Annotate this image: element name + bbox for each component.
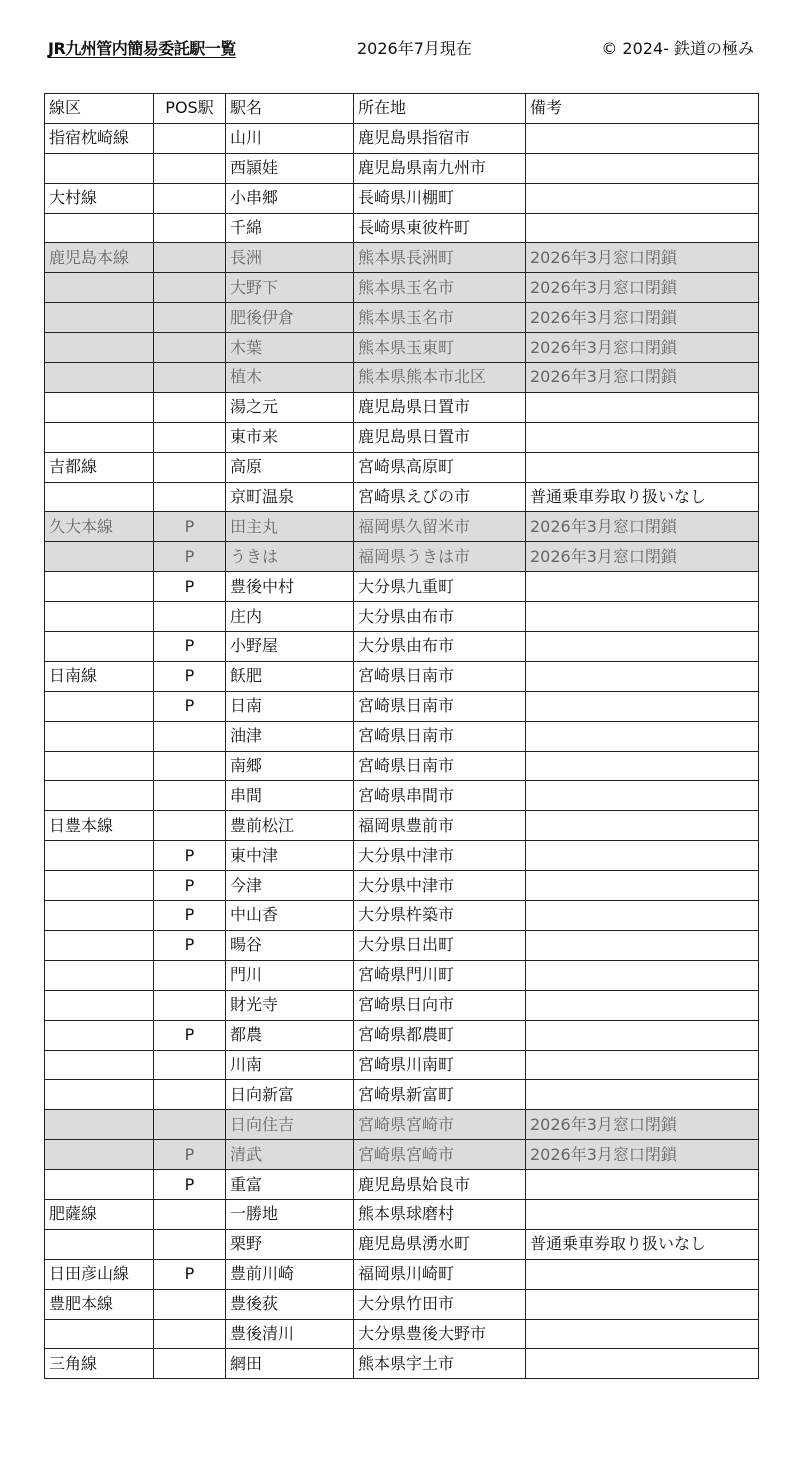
table-row bbox=[45, 841, 759, 871]
station-name-cell: 東市来 bbox=[226, 422, 354, 452]
location-cell: 宮崎県日南市 bbox=[354, 751, 526, 781]
station-name-cell: 今津 bbox=[226, 871, 354, 901]
line-cell bbox=[45, 930, 154, 960]
line-cell bbox=[45, 632, 154, 662]
line-cell bbox=[45, 392, 154, 422]
station-name-cell: 都農 bbox=[226, 1020, 354, 1050]
note-cell bbox=[526, 1319, 759, 1349]
pos-cell: P bbox=[154, 841, 226, 871]
column-header-note: 備考 bbox=[526, 94, 759, 124]
line-cell: 久大本線 bbox=[45, 512, 154, 542]
note-cell: 2026年3月窓口閉鎖 bbox=[526, 273, 759, 303]
location-cell: 鹿児島県指宿市 bbox=[354, 123, 526, 153]
note-cell bbox=[526, 1170, 759, 1200]
pos-cell bbox=[154, 1349, 226, 1379]
note-cell bbox=[526, 1259, 759, 1289]
copyright-notice: © 2024- 鉄道の極み bbox=[601, 39, 754, 58]
pos-cell bbox=[154, 333, 226, 363]
station-name-cell: 豊後荻 bbox=[226, 1289, 354, 1319]
note-cell: 普通乗車券取り扱いなし bbox=[526, 1229, 759, 1259]
station-name-cell: 長洲 bbox=[226, 243, 354, 273]
table-row bbox=[45, 512, 759, 542]
table-row bbox=[45, 901, 759, 931]
table-row bbox=[45, 1259, 759, 1289]
line-cell bbox=[45, 542, 154, 572]
table-row bbox=[45, 153, 759, 183]
pos-cell bbox=[154, 213, 226, 243]
table-row bbox=[45, 691, 759, 721]
table-row bbox=[45, 333, 759, 363]
location-cell: 宮崎県日南市 bbox=[354, 661, 526, 691]
station-name-cell: 湯之元 bbox=[226, 392, 354, 422]
table-row bbox=[45, 990, 759, 1020]
table-row bbox=[45, 632, 759, 662]
location-cell: 宮崎県高原町 bbox=[354, 452, 526, 482]
line-cell bbox=[45, 990, 154, 1020]
line-cell: 三角線 bbox=[45, 1349, 154, 1379]
station-name-cell: 日向新富 bbox=[226, 1080, 354, 1110]
pos-cell bbox=[154, 422, 226, 452]
table-row bbox=[45, 273, 759, 303]
location-cell: 鹿児島県日置市 bbox=[354, 392, 526, 422]
station-name-cell: 日南 bbox=[226, 691, 354, 721]
location-cell: 熊本県玉名市 bbox=[354, 273, 526, 303]
note-cell bbox=[526, 153, 759, 183]
location-cell: 大分県九重町 bbox=[354, 572, 526, 602]
pos-cell: P bbox=[154, 632, 226, 662]
line-cell: 鹿児島本線 bbox=[45, 243, 154, 273]
line-cell bbox=[45, 572, 154, 602]
pos-cell: P bbox=[154, 661, 226, 691]
table-row bbox=[45, 452, 759, 482]
line-cell bbox=[45, 1050, 154, 1080]
line-cell bbox=[45, 1140, 154, 1170]
table-row bbox=[45, 123, 759, 153]
table-row bbox=[45, 363, 759, 393]
line-cell bbox=[45, 153, 154, 183]
pos-cell: P bbox=[154, 901, 226, 931]
location-cell: 鹿児島県南九州市 bbox=[354, 153, 526, 183]
note-cell bbox=[526, 841, 759, 871]
table-row bbox=[45, 960, 759, 990]
table-row bbox=[45, 1020, 759, 1050]
line-cell bbox=[45, 871, 154, 901]
station-name-cell: 山川 bbox=[226, 123, 354, 153]
station-name-cell: 串間 bbox=[226, 781, 354, 811]
location-cell: 鹿児島県湧水町 bbox=[354, 1229, 526, 1259]
location-cell: 宮崎県宮崎市 bbox=[354, 1140, 526, 1170]
document-header bbox=[0, 0, 800, 90]
note-cell bbox=[526, 1199, 759, 1229]
location-cell: 大分県中津市 bbox=[354, 841, 526, 871]
location-cell: 長崎県東彼杵町 bbox=[354, 213, 526, 243]
note-cell bbox=[526, 1349, 759, 1379]
pos-cell bbox=[154, 751, 226, 781]
location-cell: 宮崎県川南町 bbox=[354, 1050, 526, 1080]
pos-cell bbox=[154, 1050, 226, 1080]
column-header-location: 所在地 bbox=[354, 94, 526, 124]
pos-cell bbox=[154, 273, 226, 303]
note-cell bbox=[526, 602, 759, 632]
pos-cell bbox=[154, 452, 226, 482]
line-cell bbox=[45, 273, 154, 303]
note-cell bbox=[526, 452, 759, 482]
table-row bbox=[45, 1319, 759, 1349]
table-row bbox=[45, 542, 759, 572]
table-row bbox=[45, 183, 759, 213]
note-cell bbox=[526, 1289, 759, 1319]
location-cell: 長崎県川棚町 bbox=[354, 183, 526, 213]
note-cell bbox=[526, 781, 759, 811]
pos-cell bbox=[154, 781, 226, 811]
line-cell bbox=[45, 1020, 154, 1050]
pos-cell bbox=[154, 123, 226, 153]
station-name-cell: 肥後伊倉 bbox=[226, 303, 354, 333]
line-cell bbox=[45, 422, 154, 452]
location-cell: 熊本県球磨村 bbox=[354, 1199, 526, 1229]
note-cell bbox=[526, 721, 759, 751]
location-cell: 熊本県長洲町 bbox=[354, 243, 526, 273]
note-cell bbox=[526, 691, 759, 721]
pos-cell: P bbox=[154, 572, 226, 602]
note-cell bbox=[526, 572, 759, 602]
pos-cell: P bbox=[154, 512, 226, 542]
station-name-cell: 栗野 bbox=[226, 1229, 354, 1259]
note-cell bbox=[526, 960, 759, 990]
line-cell: 日豊本線 bbox=[45, 811, 154, 841]
station-name-cell: 南郷 bbox=[226, 751, 354, 781]
as-of-date: 2026年7月現在 bbox=[357, 39, 472, 58]
note-cell bbox=[526, 422, 759, 452]
note-cell bbox=[526, 811, 759, 841]
location-cell: 宮崎県日南市 bbox=[354, 691, 526, 721]
note-cell bbox=[526, 990, 759, 1020]
station-name-cell: 西頴娃 bbox=[226, 153, 354, 183]
table-row bbox=[45, 751, 759, 781]
pos-cell bbox=[154, 1199, 226, 1229]
station-rows bbox=[45, 123, 759, 1378]
station-name-cell: 中山香 bbox=[226, 901, 354, 931]
station-name-cell: 京町温泉 bbox=[226, 482, 354, 512]
pos-cell: P bbox=[154, 930, 226, 960]
line-cell bbox=[45, 303, 154, 333]
line-cell bbox=[45, 213, 154, 243]
line-cell: 指宿枕崎線 bbox=[45, 123, 154, 153]
station-name-cell: 豊前川崎 bbox=[226, 1259, 354, 1289]
station-name-cell: 植木 bbox=[226, 363, 354, 393]
station-name-cell: 木葉 bbox=[226, 333, 354, 363]
station-table bbox=[44, 93, 759, 1379]
line-cell: 日田彦山線 bbox=[45, 1259, 154, 1289]
station-name-cell: 豊後中村 bbox=[226, 572, 354, 602]
location-cell: 宮崎県宮崎市 bbox=[354, 1110, 526, 1140]
pos-cell bbox=[154, 363, 226, 393]
note-cell: 2026年3月窓口閉鎖 bbox=[526, 333, 759, 363]
line-cell bbox=[45, 721, 154, 751]
table-row bbox=[45, 1199, 759, 1229]
location-cell: 鹿児島県姶良市 bbox=[354, 1170, 526, 1200]
location-cell: 大分県日出町 bbox=[354, 930, 526, 960]
pos-cell bbox=[154, 243, 226, 273]
table-row bbox=[45, 482, 759, 512]
table-row bbox=[45, 721, 759, 751]
table-row bbox=[45, 572, 759, 602]
note-cell bbox=[526, 930, 759, 960]
pos-cell: P bbox=[154, 1259, 226, 1289]
table-row bbox=[45, 1050, 759, 1080]
line-cell bbox=[45, 333, 154, 363]
note-cell: 2026年3月窓口閉鎖 bbox=[526, 542, 759, 572]
line-cell: 豊肥本線 bbox=[45, 1289, 154, 1319]
line-cell bbox=[45, 691, 154, 721]
note-cell: 2026年3月窓口閉鎖 bbox=[526, 363, 759, 393]
location-cell: 熊本県玉東町 bbox=[354, 333, 526, 363]
table-row bbox=[45, 1289, 759, 1319]
pos-cell: P bbox=[154, 871, 226, 901]
pos-cell bbox=[154, 1229, 226, 1259]
location-cell: 鹿児島県日置市 bbox=[354, 422, 526, 452]
location-cell: 福岡県うきは市 bbox=[354, 542, 526, 572]
line-cell bbox=[45, 363, 154, 393]
note-cell bbox=[526, 1080, 759, 1110]
location-cell: 宮崎県えびの市 bbox=[354, 482, 526, 512]
table-row bbox=[45, 871, 759, 901]
table-row bbox=[45, 303, 759, 333]
location-cell: 宮崎県門川町 bbox=[354, 960, 526, 990]
pos-cell: P bbox=[154, 691, 226, 721]
pos-cell bbox=[154, 482, 226, 512]
line-cell bbox=[45, 1170, 154, 1200]
station-name-cell: 豊前松江 bbox=[226, 811, 354, 841]
note-cell bbox=[526, 123, 759, 153]
pos-cell bbox=[154, 1080, 226, 1110]
location-cell: 熊本県宇土市 bbox=[354, 1349, 526, 1379]
table-row bbox=[45, 930, 759, 960]
pos-cell bbox=[154, 1110, 226, 1140]
table-row bbox=[45, 1229, 759, 1259]
location-cell: 福岡県豊前市 bbox=[354, 811, 526, 841]
location-cell: 宮崎県都農町 bbox=[354, 1020, 526, 1050]
location-cell: 大分県由布市 bbox=[354, 632, 526, 662]
note-cell: 2026年3月窓口閉鎖 bbox=[526, 1140, 759, 1170]
table-header-row bbox=[45, 94, 759, 124]
table-row bbox=[45, 243, 759, 273]
station-name-cell: 川南 bbox=[226, 1050, 354, 1080]
note-cell: 2026年3月窓口閉鎖 bbox=[526, 512, 759, 542]
pos-cell bbox=[154, 392, 226, 422]
pos-cell bbox=[154, 1289, 226, 1319]
note-cell bbox=[526, 183, 759, 213]
location-cell: 宮崎県日向市 bbox=[354, 990, 526, 1020]
page-title: JR九州管内簡易委託駅一覧 bbox=[48, 39, 236, 58]
table-row bbox=[45, 1349, 759, 1379]
line-cell bbox=[45, 1229, 154, 1259]
pos-cell: P bbox=[154, 1140, 226, 1170]
line-cell: 大村線 bbox=[45, 183, 154, 213]
station-name-cell: 東中津 bbox=[226, 841, 354, 871]
note-cell bbox=[526, 213, 759, 243]
line-cell bbox=[45, 602, 154, 632]
station-name-cell: 財光寺 bbox=[226, 990, 354, 1020]
pos-cell bbox=[154, 721, 226, 751]
pos-cell bbox=[154, 960, 226, 990]
column-header-pos: POS駅 bbox=[154, 94, 226, 124]
station-name-cell: 清武 bbox=[226, 1140, 354, 1170]
table-row bbox=[45, 1170, 759, 1200]
location-cell: 福岡県久留米市 bbox=[354, 512, 526, 542]
station-name-cell: 網田 bbox=[226, 1349, 354, 1379]
station-name-cell: 高原 bbox=[226, 452, 354, 482]
table-row bbox=[45, 661, 759, 691]
station-name-cell: 飫肥 bbox=[226, 661, 354, 691]
station-name-cell: 大野下 bbox=[226, 273, 354, 303]
location-cell: 熊本県熊本市北区 bbox=[354, 363, 526, 393]
line-cell: 肥薩線 bbox=[45, 1199, 154, 1229]
note-cell bbox=[526, 1050, 759, 1080]
station-name-cell: 庄内 bbox=[226, 602, 354, 632]
note-cell bbox=[526, 751, 759, 781]
table-row bbox=[45, 811, 759, 841]
station-name-cell: 暘谷 bbox=[226, 930, 354, 960]
note-cell bbox=[526, 1020, 759, 1050]
pos-cell bbox=[154, 1319, 226, 1349]
line-cell bbox=[45, 781, 154, 811]
note-cell bbox=[526, 661, 759, 691]
note-cell: 2026年3月窓口閉鎖 bbox=[526, 243, 759, 273]
pos-cell: P bbox=[154, 542, 226, 572]
line-cell: 吉都線 bbox=[45, 452, 154, 482]
station-name-cell: 一勝地 bbox=[226, 1199, 354, 1229]
table-row bbox=[45, 781, 759, 811]
location-cell: 宮崎県串間市 bbox=[354, 781, 526, 811]
line-cell bbox=[45, 482, 154, 512]
pos-cell bbox=[154, 602, 226, 632]
location-cell: 宮崎県日南市 bbox=[354, 721, 526, 751]
note-cell bbox=[526, 871, 759, 901]
note-cell bbox=[526, 392, 759, 422]
location-cell: 大分県中津市 bbox=[354, 871, 526, 901]
pos-cell: P bbox=[154, 1020, 226, 1050]
location-cell: 福岡県川崎町 bbox=[354, 1259, 526, 1289]
station-name-cell: 日向住吉 bbox=[226, 1110, 354, 1140]
station-name-cell: 豊後清川 bbox=[226, 1319, 354, 1349]
location-cell: 大分県由布市 bbox=[354, 602, 526, 632]
line-cell bbox=[45, 841, 154, 871]
station-name-cell: 田主丸 bbox=[226, 512, 354, 542]
table-row bbox=[45, 422, 759, 452]
station-name-cell: 小野屋 bbox=[226, 632, 354, 662]
note-cell bbox=[526, 632, 759, 662]
table-row bbox=[45, 392, 759, 422]
note-cell: 2026年3月窓口閉鎖 bbox=[526, 1110, 759, 1140]
line-cell: 日南線 bbox=[45, 661, 154, 691]
location-cell: 大分県杵築市 bbox=[354, 901, 526, 931]
line-cell bbox=[45, 1319, 154, 1349]
line-cell bbox=[45, 1080, 154, 1110]
location-cell: 大分県竹田市 bbox=[354, 1289, 526, 1319]
station-name-cell: 重富 bbox=[226, 1170, 354, 1200]
pos-cell bbox=[154, 811, 226, 841]
pos-cell bbox=[154, 990, 226, 1020]
location-cell: 宮崎県新富町 bbox=[354, 1080, 526, 1110]
station-name-cell: 千綿 bbox=[226, 213, 354, 243]
station-name-cell: うきは bbox=[226, 542, 354, 572]
line-cell bbox=[45, 751, 154, 781]
pos-cell bbox=[154, 153, 226, 183]
table-row bbox=[45, 1140, 759, 1170]
table-row bbox=[45, 213, 759, 243]
column-header-station: 駅名 bbox=[226, 94, 354, 124]
location-cell: 大分県豊後大野市 bbox=[354, 1319, 526, 1349]
location-cell: 熊本県玉名市 bbox=[354, 303, 526, 333]
note-cell: 2026年3月窓口閉鎖 bbox=[526, 303, 759, 333]
note-cell bbox=[526, 901, 759, 931]
column-header-line: 線区 bbox=[45, 94, 154, 124]
note-cell: 普通乗車券取り扱いなし bbox=[526, 482, 759, 512]
line-cell bbox=[45, 960, 154, 990]
station-name-cell: 油津 bbox=[226, 721, 354, 751]
pos-cell bbox=[154, 303, 226, 333]
table-row bbox=[45, 1110, 759, 1140]
line-cell bbox=[45, 1110, 154, 1140]
station-name-cell: 小串郷 bbox=[226, 183, 354, 213]
table-row bbox=[45, 602, 759, 632]
pos-cell bbox=[154, 183, 226, 213]
pos-cell: P bbox=[154, 1170, 226, 1200]
station-name-cell: 門川 bbox=[226, 960, 354, 990]
table-row bbox=[45, 1080, 759, 1110]
line-cell bbox=[45, 901, 154, 931]
